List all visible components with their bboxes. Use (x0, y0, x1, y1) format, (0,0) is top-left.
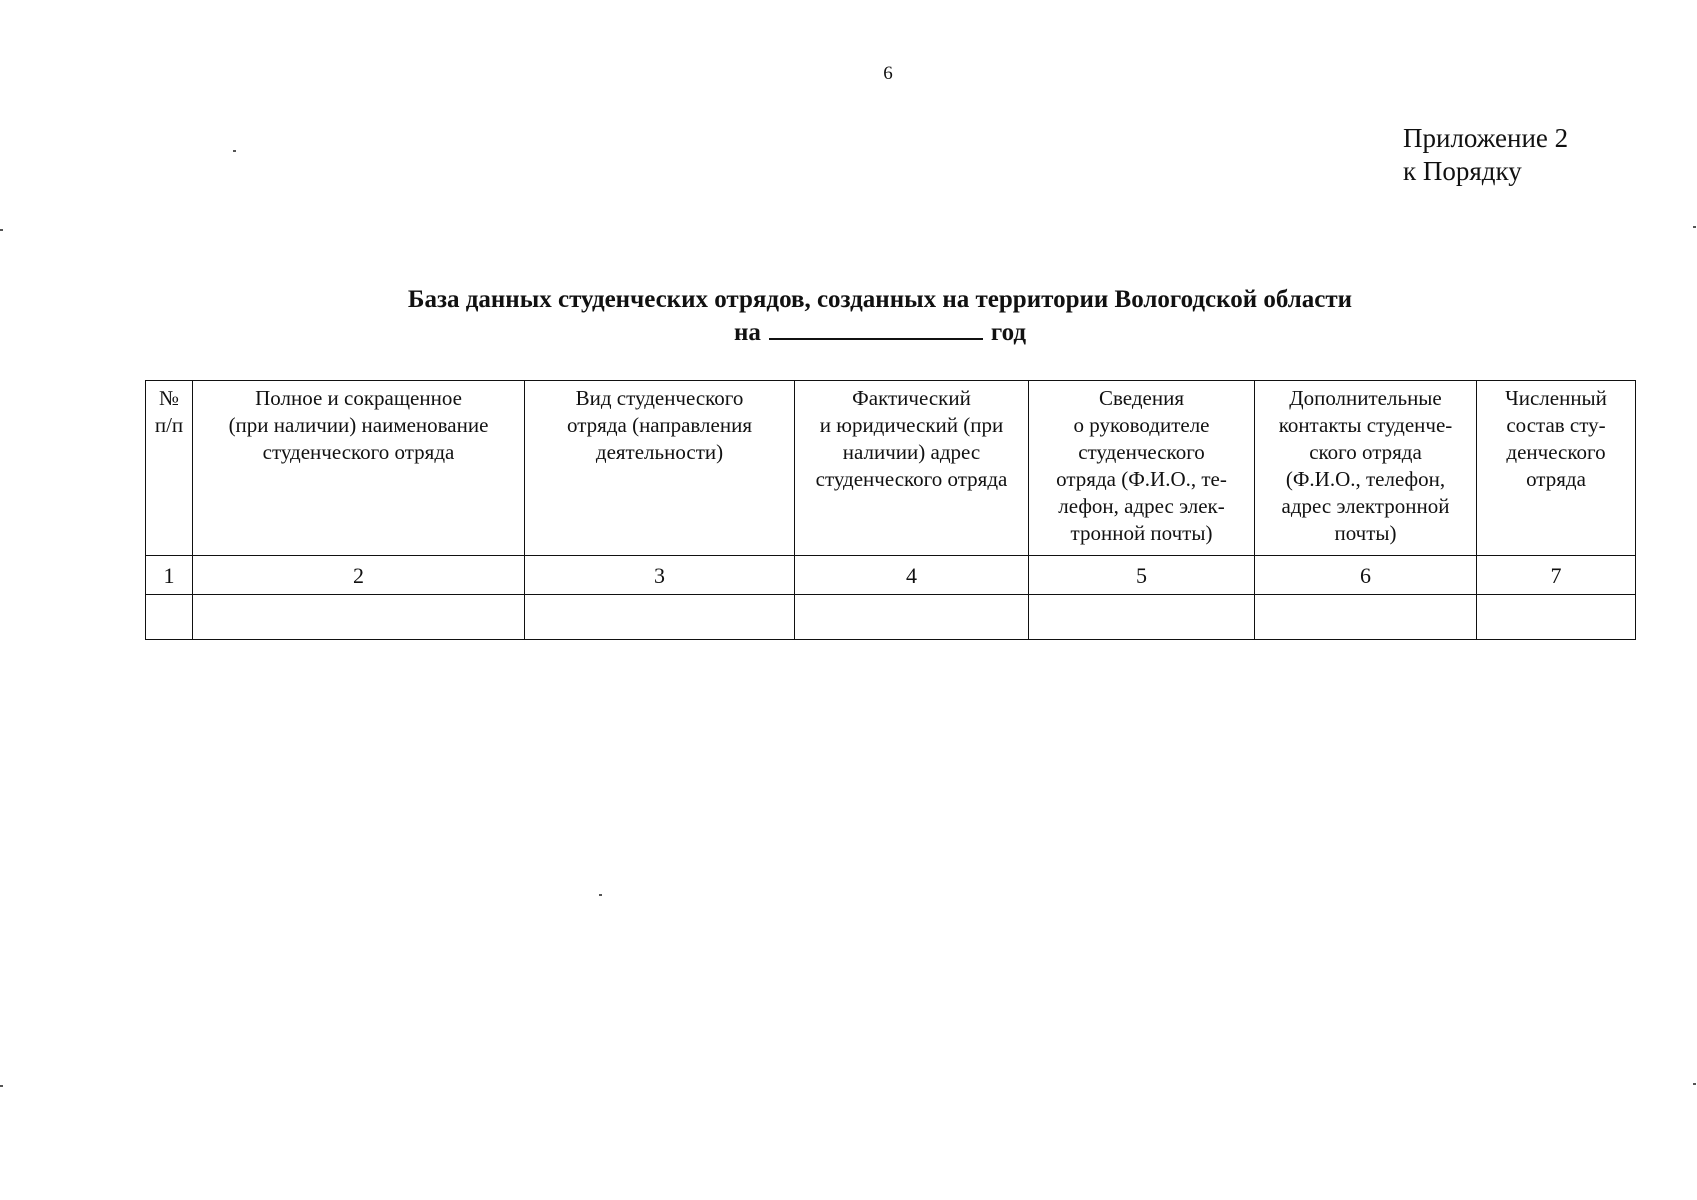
empty-cell[interactable] (1477, 595, 1636, 640)
table-row (146, 595, 1636, 640)
appendix-line-1: Приложение 2 (1403, 123, 1569, 153)
year-blank-field[interactable] (769, 316, 983, 340)
column-number: 7 (1477, 556, 1636, 595)
header-team-name: Полное и сокращенное (при наличии) наименование студенческого отряда (193, 381, 525, 556)
empty-cell[interactable] (1255, 595, 1477, 640)
column-number: 3 (525, 556, 795, 595)
table-header-row (146, 381, 1636, 556)
margin-tick (1693, 1083, 1696, 1085)
student-teams-table (145, 380, 1636, 640)
empty-cell[interactable] (525, 595, 795, 640)
header-leader-info: Сведения о руководителе студенческого отряда (Ф.И.О., те- лефон, адрес элек- тронной почты) (1029, 381, 1255, 556)
header-index: № п/п (146, 381, 193, 556)
title-prefix: на (733, 319, 761, 346)
page-number: 6 (883, 63, 893, 84)
title-line-2 (0, 316, 1697, 349)
margin-tick (0, 229, 3, 231)
header-extra-contacts: Дополнительные контакты студенче- ского отряда (Ф.И.О., телефон, адрес электронной почты) (1255, 381, 1477, 556)
scan-mark (599, 894, 602, 896)
header-team-size: Численный состав сту- денческого отряда (1477, 381, 1636, 556)
column-number: 5 (1029, 556, 1255, 595)
appendix-line-2: к Порядку (1403, 156, 1522, 186)
column-number: 2 (193, 556, 525, 595)
column-number-row (146, 556, 1636, 595)
column-number: 1 (146, 556, 193, 595)
header-team-address: Фактический и юридический (при наличии) адрес студенческого отряда (795, 381, 1029, 556)
column-number: 6 (1255, 556, 1477, 595)
scan-mark (233, 150, 236, 152)
empty-cell[interactable] (193, 595, 525, 640)
header-team-type: Вид студенческого отряда (направления деятельности) (525, 381, 795, 556)
empty-cell[interactable] (795, 595, 1029, 640)
appendix-label (1403, 122, 1568, 188)
title-suffix: год (990, 319, 1027, 346)
empty-cell[interactable] (146, 595, 193, 640)
margin-tick (1693, 226, 1696, 228)
title-line-1: База данных студенческих отрядов, созданных на территории Вологодской области (407, 286, 1353, 313)
column-number: 4 (795, 556, 1029, 595)
empty-cell[interactable] (1029, 595, 1255, 640)
margin-tick (0, 1085, 3, 1087)
document-title (0, 283, 1697, 349)
